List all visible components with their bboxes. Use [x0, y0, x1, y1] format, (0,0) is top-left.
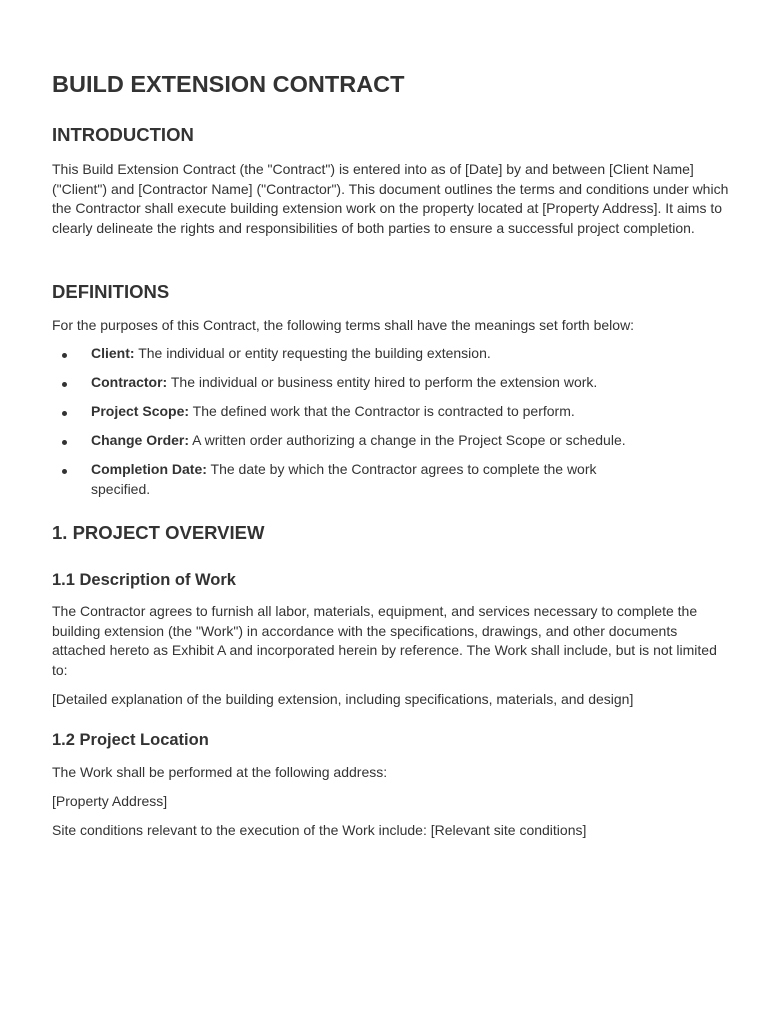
description-of-work-text: The Contractor agrees to furnish all labor, materials, equipment, and services necessary to complete the building extension (the "Work") in accordance with the specifications, drawings, and other documents attached hereto as Exhibit A and incorporated herein by reference. The Work shall include, but is not limited to: — [52, 603, 717, 678]
definition-term: Change Order: — [91, 432, 190, 449]
bullet-icon — [62, 411, 67, 416]
list-item — [52, 373, 732, 393]
definition-text: The defined work that the Contractor is contracted to perform. — [189, 403, 575, 420]
description-of-work-heading: 1.1 Description of Work — [52, 571, 236, 589]
site-conditions-text: Site conditions relevant to the execution of the Work include: [Relevant site conditions] — [52, 822, 587, 838]
definition-text: The individual or entity requesting the building extension. — [134, 345, 491, 361]
definitions-list — [52, 344, 732, 509]
definitions-intro: For the purposes of this Contract, the following terms shall have the meanings set forth below: — [52, 317, 635, 333]
definition-term: Contractor: — [91, 374, 168, 391]
list-item — [52, 402, 732, 422]
bullet-icon — [62, 382, 67, 387]
location-intro: The Work shall be performed at the following address: — [52, 764, 388, 780]
list-item — [52, 431, 732, 451]
bullet-icon — [62, 353, 67, 358]
list-item — [52, 460, 651, 499]
definition-term: Project Scope: — [91, 403, 190, 420]
property-address-placeholder: [Property Address] — [52, 793, 168, 809]
definition-text: The date by which the Contractor agrees to complete the work specified. — [91, 461, 597, 497]
definitions-heading: DEFINITIONS — [52, 281, 170, 302]
definition-text: A written order authorizing a change in the Project Scope or schedule. — [189, 432, 626, 449]
introduction-heading: INTRODUCTION — [52, 124, 194, 145]
definition-term: Client: — [91, 345, 135, 361]
bullet-icon — [62, 440, 67, 445]
work-details-placeholder: [Detailed explanation of the building extension, including specifications, materials, and design] — [52, 691, 634, 707]
document-title: BUILD EXTENSION CONTRACT — [52, 71, 405, 97]
project-overview-heading: 1. PROJECT OVERVIEW — [52, 522, 265, 543]
definition-term: Completion Date: — [91, 461, 207, 478]
bullet-icon — [62, 469, 67, 474]
list-item — [52, 344, 732, 364]
introduction-text: This Build Extension Contract (the "Contract") is entered into as of [Date] by and between [Client Name] ("Client") and [Contractor Name] ("Contractor"). This document outlines the terms and conditions under which the Contractor shall execute building extension work on the property located at [Property Address]. It aims to clearly delineate the rights and responsibilities of both parties to ensure a successful project completion. — [52, 161, 729, 236]
definition-text: The individual or business entity hired to perform the extension work. — [167, 374, 598, 391]
project-location-heading: 1.2 Project Location — [52, 731, 209, 749]
